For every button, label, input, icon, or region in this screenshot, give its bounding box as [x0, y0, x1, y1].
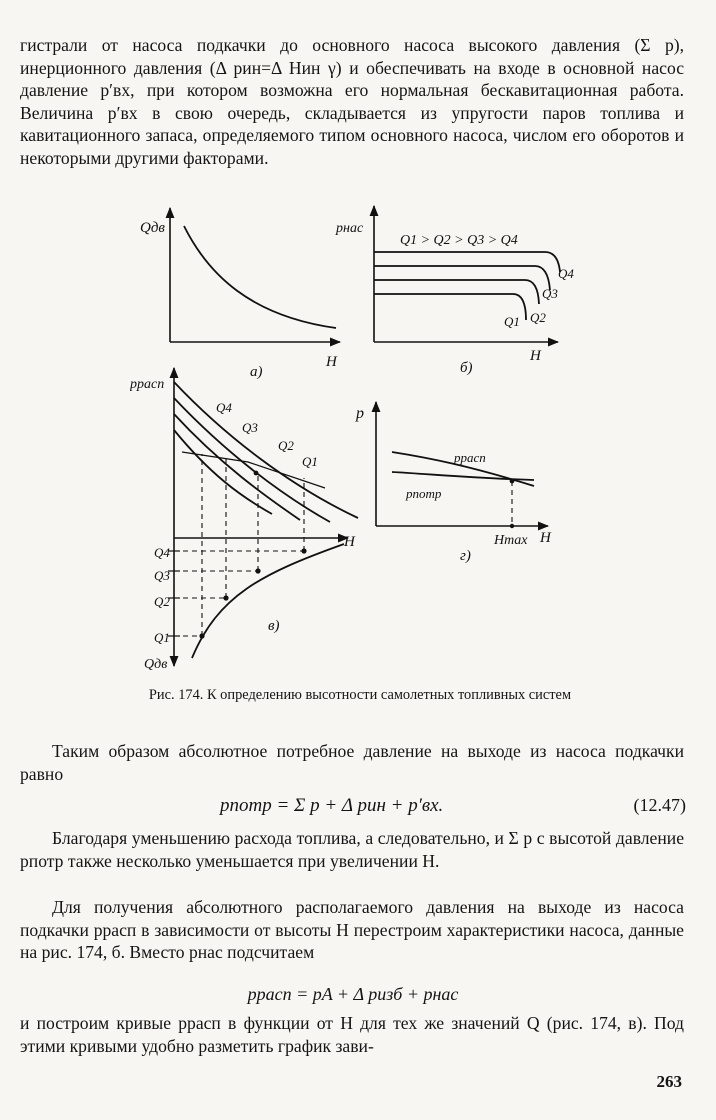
panel-v-label-q2: Q2	[278, 438, 294, 453]
panel-v-label-q1: Q1	[302, 454, 318, 469]
panel-b-curve-q4	[374, 252, 560, 272]
panel-b	[335, 206, 574, 376]
equation-p-rasp: pрасп = pA + Δ pизб + pнас	[247, 984, 459, 1004]
paragraph-3: Благодаря уменьшению расхода топлива, а следовательно, и Σ p с высотой давление pпотр также несколько уменьшается при увеличении H.	[20, 828, 684, 871]
panel-g-x-label: H	[540, 530, 551, 546]
panel-a	[140, 208, 340, 380]
panel-v-x-label: H	[344, 534, 355, 550]
panel-b-curve-q3	[374, 266, 550, 290]
panel-b-label-q4: Q4	[558, 266, 574, 281]
equation-12-47-body: pпотр = Σ p + Δ pин + p′вх.	[220, 795, 444, 816]
panel-v	[130, 368, 358, 672]
panel-v-axis-q1: Q1	[154, 630, 170, 645]
panel-b-x-label: H	[530, 348, 541, 364]
page-number: 263	[656, 1072, 682, 1091]
paragraph-4: Для получения абсолютного располагаемого давления на выходе из насоса подкачки pрасп в зависимости от высоты H перестроим характеристики насоса, данные на рис. 174, б. Вместо pнас подсчитаем	[20, 897, 684, 963]
equation-12-47	[20, 795, 686, 821]
panel-v-y-down-label: Qдв	[144, 657, 168, 672]
panel-v-label-q3: Q3	[242, 420, 258, 435]
panel-b-letter: б)	[460, 360, 473, 376]
figure-caption: Рис. 174. К определению высотности самолетных топливных систем	[148, 687, 572, 703]
paragraph-5: и построим кривые pрасп в функции от H для тех же значений Q (рис. 174, в). Под этими кривыми удобно разметить график зави-	[20, 1013, 684, 1056]
panel-a-letter: а)	[250, 364, 263, 380]
panel-g-label-ppotr: pпотр	[406, 486, 442, 501]
panel-v-curve-q2	[174, 414, 300, 520]
panel-b-label-q2: Q2	[530, 310, 546, 325]
panel-b-curve-q2	[374, 280, 539, 304]
panel-v-letter: в)	[268, 618, 280, 634]
figure-174	[130, 196, 580, 684]
panel-v-intersection-point	[254, 471, 259, 476]
panel-v-axis-q3: Q3	[154, 568, 170, 583]
panel-b-inequality: Q1 > Q2 > Q3 > Q4	[400, 233, 518, 248]
panel-g	[355, 402, 552, 564]
paragraph-1: гистрали от насоса подкачки до основного насоса высокого давления (Σ p), инерционного давления (Δ pин=Δ Hин γ) и обеспечивать на входе в основной насос давление p′вх, при котором возможна его нормальная бескавитационная работа. Величина p′вх в свою очередь, складывается из упругости паров топлива и кавитационного запаса, определяемого типом основного насоса, числом его оборотов и некоторыми другими факторами.	[20, 35, 684, 168]
panel-a-x-label: H	[326, 354, 337, 370]
panel-b-y-label: pнас	[336, 221, 364, 236]
equation-12-47-number: (12.47)	[633, 795, 686, 815]
panel-v-axis-q4: Q4	[154, 545, 170, 560]
panel-g-y-label: p	[356, 405, 364, 422]
panel-g-label-prasp: pрасп	[454, 450, 486, 465]
paragraph-2: Таким образом абсолютное потребное давление на выходе из насоса подкачки равно	[20, 741, 684, 784]
panel-b-label-q1: Q1	[504, 314, 520, 329]
panel-g-tick-hmax: Hmax	[494, 533, 528, 548]
panel-v-label-q4: Q4	[216, 400, 232, 415]
panel-g-hmax-point	[510, 524, 514, 528]
panel-a-y-label: Qдв	[140, 220, 165, 236]
panel-v-axis-q2: Q2	[154, 594, 170, 609]
panel-b-label-q3: Q3	[542, 286, 558, 301]
panel-v-qdv-curve	[192, 544, 344, 658]
panel-g-letter: г)	[460, 548, 471, 564]
panel-v-y-label: pрасп	[130, 377, 165, 392]
panel-a-curve	[184, 226, 336, 328]
